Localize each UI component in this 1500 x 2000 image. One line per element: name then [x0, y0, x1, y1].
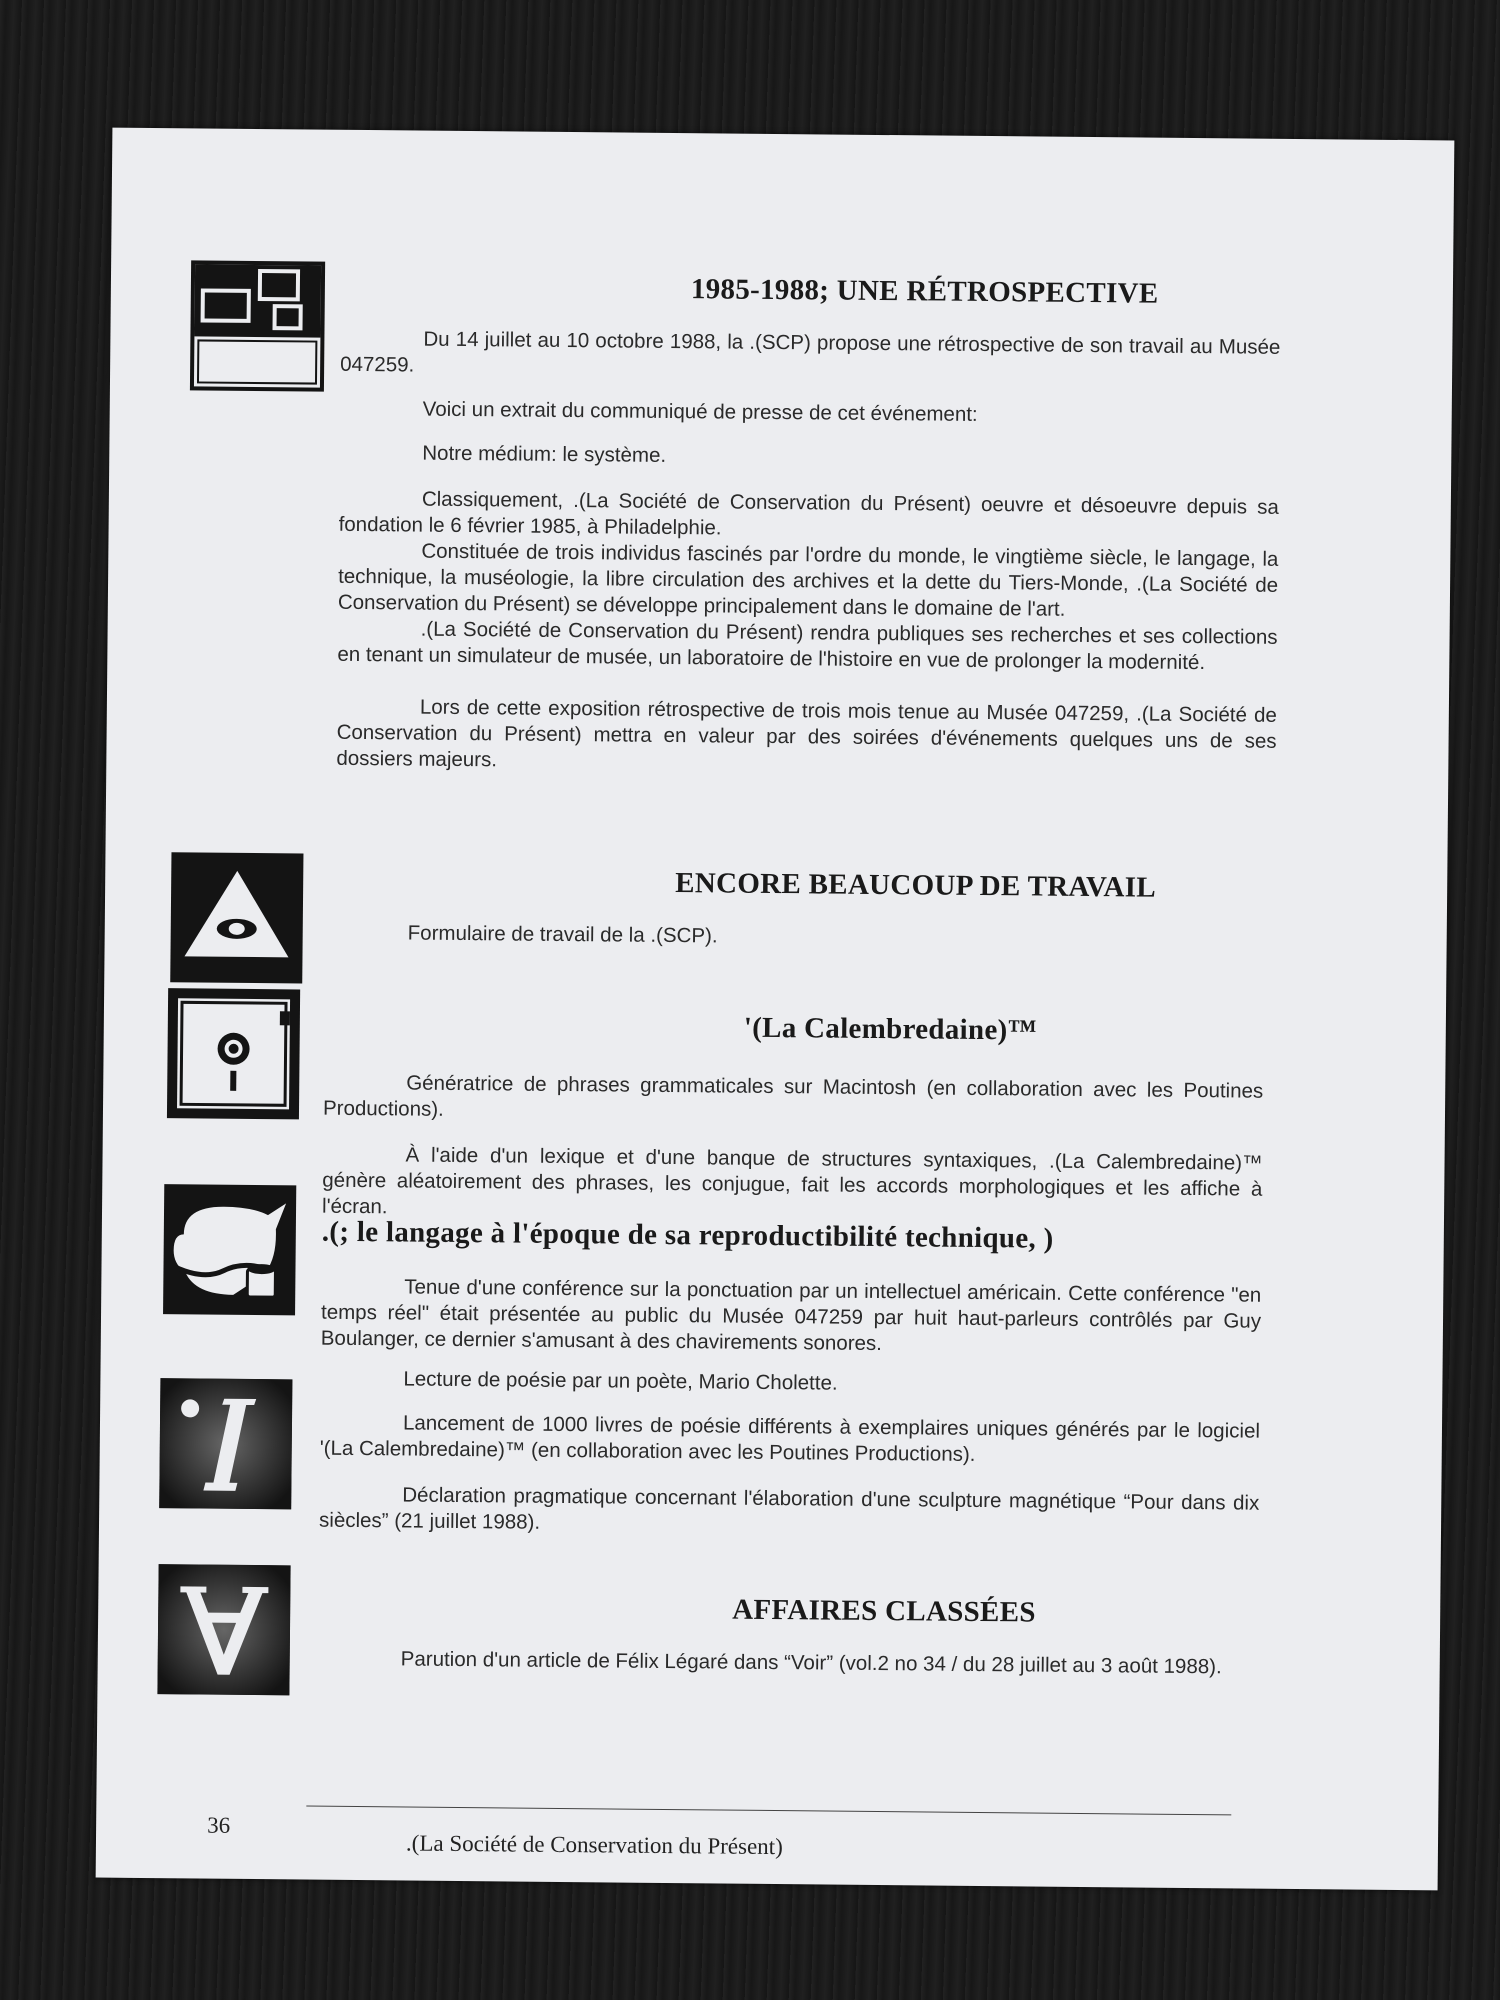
paragraph: Classiquement, .(La Société de Conservation du Présent) oeuvre et désoeuvre depuis sa fondation le 6 février 1985, à Philadelphie.	[338, 487, 1279, 540]
paragraph: Déclaration pragmatique concernant l'élaboration d'une sculpture magnétique “Pour dans dix siècles” (21 juillet 1988).	[318, 1483, 1260, 1534]
jug-icon	[163, 1184, 296, 1315]
paragraph: .(La Société de Conservation du Présent) rendra publiques ses recherches et ses collections en tenant un simulateur de musée, un laboratoire de l'histoire en vue de prolonger la modernité.	[337, 617, 1278, 675]
pyramid-eye-icon	[170, 852, 303, 983]
document-page	[96, 128, 1455, 1891]
page-number: 36	[207, 1812, 231, 1838]
paragraph: Notre médium: le système.	[422, 441, 667, 467]
section-heading-affaires: AFFAIRES CLASSÉES	[732, 1593, 1036, 1629]
windows-icon	[190, 260, 325, 391]
section-heading-retrospective: 1985-1988; UNE RÉTROSPECTIVE	[690, 273, 1159, 310]
safe-icon	[167, 988, 300, 1119]
footer-rule	[306, 1806, 1231, 1816]
paragraph: Génératrice de phrases grammaticales sur Macintosh (en collaboration avec les Poutines Productions).	[322, 1071, 1264, 1121]
paragraph: Voici un extrait du communiqué de presse de cet événement:	[422, 397, 978, 426]
section-heading-calembredaine: '(La Calembredaine)™	[743, 1011, 1037, 1047]
section-heading-langage: .(; le langage à l'époque de sa reproductibilité technique, )	[321, 1215, 1054, 1255]
inverted-a-icon	[157, 1564, 290, 1695]
paragraph: Lecture de poésie par un poète, Mario Cholette.	[403, 1367, 838, 1395]
footer-text: .(La Société de Conservation du Présent)	[405, 1830, 783, 1860]
paragraph: Tenue d'une conférence sur la ponctuation par un intellectuel américain. Cette conférence "en temps réel" était présentée au public du Musée 047259 par huit haut-parleurs contrôlés par Guy Boulanger, ce dernier s'amusant à des chavirements sonores.	[320, 1275, 1262, 1356]
paragraph: À l'aide d'un lexique et d'une banque de structures syntaxiques, .(La Calembredaine)™ génère aléatoirement des phrases, les conjugue, fait les accords morphologiques et les affiche à l'écran.	[321, 1143, 1263, 1219]
section-heading-travail: ENCORE BEAUCOUP DE TRAVAIL	[675, 867, 1157, 904]
paragraph: Du 14 juillet au 10 octobre 1988, la .(SCP) propose une rétrospective de son travail au Musée 047259.	[340, 327, 1281, 377]
paragraph: Lors de cette exposition rétrospective de trois mois tenue au Musée 047259, .(La Société de Conservation du Présent) mettra en valeur par des soirées d'événements quelques uns de ses dossiers majeurs.	[336, 695, 1277, 772]
letter-i-icon	[159, 1378, 292, 1509]
paragraph: Constituée de trois individus fascinés par l'ordre du monde, le vingtième siècle, le langage, la technique, la muséologie, la libre circulation des archives et la dette du Tiers-Monde, .(La Société de Conservation du Présent) se développe principalement dans le domaine de l'art.	[337, 539, 1279, 621]
paragraph: Formulaire de travail de la .(SCP).	[407, 921, 718, 948]
paragraph: Parution d'un article de Félix Légaré dans “Voir” (vol.2 no 34 / du 28 juillet au 3 août 1988).	[400, 1647, 1222, 1679]
paragraph: Lancement de 1000 livres de poésie différents à exemplaires uniques générés par le logiciel '(La Calembredaine)™ (en collaboration avec les Poutines Productions).	[319, 1411, 1261, 1466]
